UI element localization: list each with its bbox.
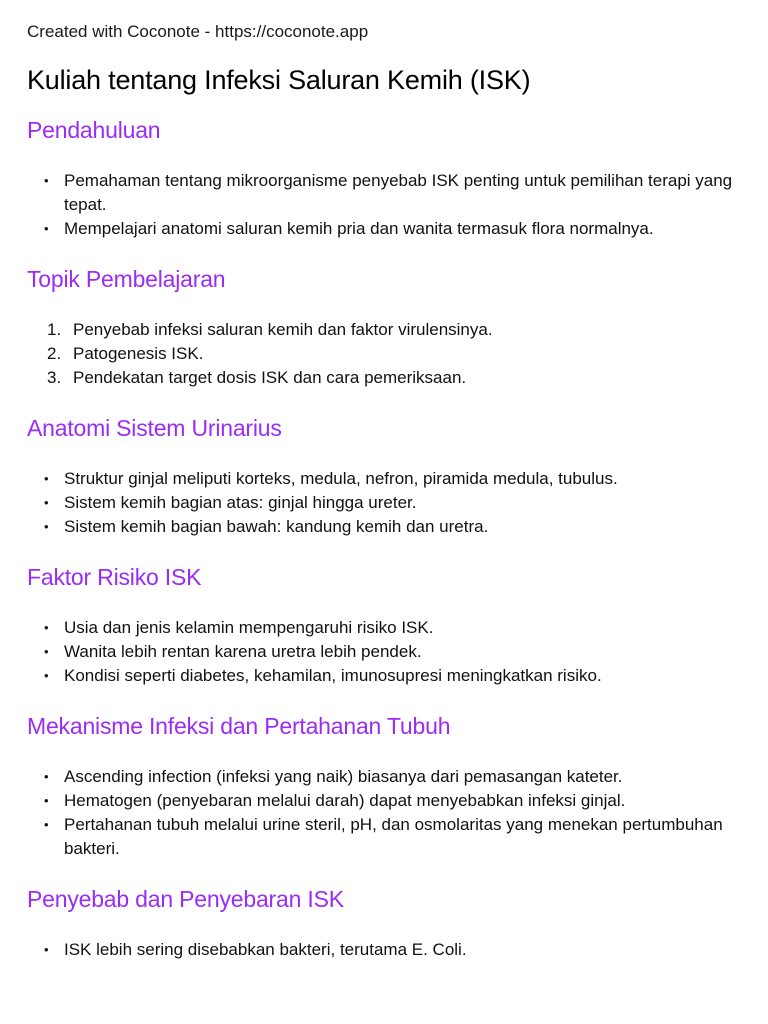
list-item: • Hematogen (penyebaran melalui darah) dapat menyebabkan infeksi ginjal.	[27, 789, 742, 813]
list-item: • Sistem kemih bagian atas: ginjal hingga ureter.	[27, 491, 742, 515]
list-item: • Struktur ginjal meliputi korteks, medula, nefron, piramida medula, tubulus.	[27, 467, 742, 491]
section-mekanisme	[27, 711, 742, 861]
list-item	[27, 366, 742, 390]
list-item-text: Pendekatan target dosis ISK dan cara pemeriksaan.	[73, 368, 467, 387]
list-item: • Sistem kemih bagian bawah: kandung kemih dan uretra.	[27, 515, 742, 539]
section-heading: Penyebab dan Penyebaran ISK	[27, 886, 344, 912]
list-item: • Pemahaman tentang mikroorganisme penyebab ISK penting untuk pemilihan terapi yang tepat.	[27, 169, 742, 217]
section-heading: Topik Pembelajaran	[27, 266, 226, 292]
list-item: • ISK lebih sering disebabkan bakteri, terutama E. Coli.	[27, 938, 742, 962]
bullet-list	[27, 616, 742, 688]
section-pendahuluan	[27, 115, 742, 241]
list-item-text: Penyebab infeksi saluran kemih dan faktor virulensinya.	[73, 320, 493, 339]
numbered-list	[27, 318, 742, 390]
list-item: • Usia dan jenis kelamin mempengaruhi risiko ISK.	[27, 616, 742, 640]
created-with-note: Created with Coconote - https://coconote.app	[27, 22, 369, 41]
section-topik-pembelajaran	[27, 264, 742, 390]
list-item	[27, 342, 742, 366]
list-item: • Pertahanan tubuh melalui urine steril, pH, dan osmolaritas yang menekan pertumbuhan bakteri.	[27, 813, 742, 861]
section-anatomi	[27, 413, 742, 539]
section-heading: Pendahuluan	[27, 117, 161, 143]
list-item: • Wanita lebih rentan karena uretra lebih pendek.	[27, 640, 742, 664]
list-item: • Ascending infection (infeksi yang naik) biasanya dari pemasangan kateter.	[27, 765, 742, 789]
bullet-list	[27, 467, 742, 539]
bullet-list	[27, 765, 742, 861]
bullet-list	[27, 938, 742, 962]
list-item	[27, 318, 742, 342]
section-penyebab	[27, 884, 742, 962]
list-number: 1.	[47, 320, 62, 339]
list-item-text: Patogenesis ISK.	[73, 344, 204, 363]
section-faktor-risiko	[27, 562, 742, 688]
bullet-list	[27, 169, 742, 241]
list-item: • Mempelajari anatomi saluran kemih pria dan wanita termasuk flora normalnya.	[27, 217, 742, 241]
section-heading: Anatomi Sistem Urinarius	[27, 415, 282, 441]
list-number: 3.	[47, 368, 62, 387]
section-heading: Mekanisme Infeksi dan Pertahanan Tubuh	[27, 713, 451, 739]
section-heading: Faktor Risiko ISK	[27, 564, 202, 590]
page-title: Kuliah tentang Infeksi Saluran Kemih (ISK)	[27, 65, 531, 95]
list-number: 2.	[47, 344, 62, 363]
list-item: • Kondisi seperti diabetes, kehamilan, imunosupresi meningkatkan risiko.	[27, 664, 742, 688]
